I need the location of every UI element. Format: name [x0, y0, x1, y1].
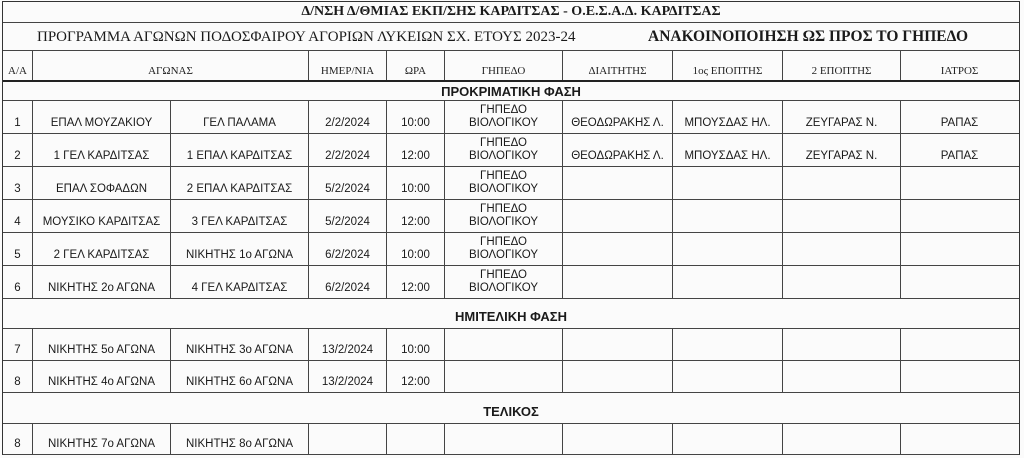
match-number: 3: [3, 167, 33, 199]
match-linesman-2: [783, 167, 901, 199]
header-linesman-1: 1ος ΕΠΟΠΤΗΣ: [673, 51, 783, 80]
title-row: [3, 2, 1019, 23]
match-time: 12:00: [387, 134, 445, 166]
match-linesman-1: [673, 424, 783, 454]
match-stadium: [445, 134, 563, 166]
match-time: 12:00: [387, 266, 445, 298]
stadium-line-1: ΓΗΠΕΔΟ: [480, 137, 527, 149]
match-date: 2/2/2024: [309, 101, 387, 133]
match-number: 4: [3, 200, 33, 232]
match-linesman-2: [783, 266, 901, 298]
match-referee: [563, 200, 673, 232]
header-doctor: ΙΑΤΡΟΣ: [940, 65, 979, 77]
match-number: 7: [3, 329, 33, 360]
stadium-line-2: ΒΙΟΛΟΓΙΚΟΥ: [468, 183, 539, 195]
document-subtitle-note: ΑΝΑΚΟΙΝΟΠΟΙΗΣΗ ΩΣ ΠΡΟΣ ΤΟ ΓΗΠΕΔΟ: [648, 28, 969, 45]
away-team: ΝΙΚΗΤΗΣ 8ο ΑΓΩΝΑ: [171, 424, 309, 454]
match-doctor: ΡΑΠΑΣ: [940, 150, 979, 162]
match-linesman-1: ΜΠΟΥΣΔΑΣ ΗΛ.: [673, 101, 783, 133]
match-doctor: [901, 266, 1018, 298]
table-row: [3, 167, 1019, 200]
match-linesman-1: [673, 200, 783, 232]
match-doctor: [901, 361, 1018, 392]
away-team: 1 ΕΠΑΛ ΚΑΡΔΙΤΣΑΣ: [171, 134, 309, 166]
match-stadium: [445, 167, 563, 199]
match-linesman-1: [673, 233, 783, 265]
match-date: 6/2/2024: [309, 266, 387, 298]
table-row: [3, 361, 1019, 393]
table-row: [3, 200, 1019, 233]
stadium-line-2: ΒΙΟΛΟΓΙΚΟΥ: [468, 249, 539, 261]
away-team: 2 ΕΠΑΛ ΚΑΡΔΙΤΣΑΣ: [171, 167, 309, 199]
match-linesman-2: [783, 424, 901, 454]
away-team: ΝΙΚΗΤΗΣ 1ο ΑΓΩΝΑ: [171, 233, 309, 265]
match-referee: ΘΕΟΔΩΡΑΚΗΣ Λ.: [563, 134, 673, 166]
phase-title: ΠΡΟΚΡΙΜΑΤΙΚΗ ΦΑΣΗ: [441, 84, 581, 99]
match-date: 5/2/2024: [309, 167, 387, 199]
table-row: [3, 233, 1019, 266]
match-doctor: [901, 200, 1018, 232]
match-referee: [563, 167, 673, 199]
stadium-line-1: ΓΗΠΕΔΟ: [480, 269, 527, 281]
match-referee: [563, 233, 673, 265]
match-linesman-1: [673, 361, 783, 392]
match-linesman-2: [783, 200, 901, 232]
home-team: 1 ΓΕΛ ΚΑΡΔΙΤΣΑΣ: [33, 134, 171, 166]
header-match: ΑΓΩΝΑΣ: [33, 51, 309, 80]
home-team: ΜΟΥΣΙΚΟ ΚΑΡΔΙΤΣΑΣ: [33, 200, 171, 232]
match-linesman-2: ΖΕΥΓΑΡΑΣ Ν.: [783, 101, 901, 133]
table-row: [3, 329, 1019, 361]
match-date: 13/2/2024: [309, 329, 387, 360]
table-row: [3, 101, 1019, 134]
match-linesman-2: [783, 233, 901, 265]
match-number: 5: [3, 233, 33, 265]
phase-row: [3, 298, 1019, 329]
table-row: [3, 134, 1019, 167]
phase-title: ΗΜΙΤΕΛΙΚΗ ΦΑΣΗ: [454, 309, 567, 324]
document-title: Δ/ΝΣΗ Δ/ΘΜΙΑΣ ΕΚΠ/ΣΗΣ ΚΑΡΔΙΤΣΑΣ - Ο.Ε.Σ.Α.Δ. ΚΑΡΔΙΤΣΑΣ: [301, 4, 721, 19]
home-team: ΝΙΚΗΤΗΣ 7ο ΑΓΩΝΑ: [33, 424, 171, 454]
match-referee: [563, 424, 673, 454]
match-date: 5/2/2024: [309, 200, 387, 232]
match-time: 10:00: [387, 233, 445, 265]
match-doctor: [901, 233, 1018, 265]
header-stadium: ΓΗΠΕΔΟ: [445, 51, 563, 80]
phase-title: ΤΕΛΙΚΟΣ: [483, 404, 539, 419]
away-team: 3 ΓΕΛ ΚΑΡΔΙΤΣΑΣ: [171, 200, 309, 232]
match-number: 8: [3, 424, 33, 454]
match-linesman-2: [783, 329, 901, 360]
home-team: 2 ΓΕΛ ΚΑΡΔΙΤΣΑΣ: [33, 233, 171, 265]
match-stadium: [445, 200, 563, 232]
home-team: ΝΙΚΗΤΗΣ 5ο ΑΓΩΝΑ: [33, 329, 171, 360]
stadium-line-1: ΓΗΠΕΔΟ: [480, 203, 527, 215]
match-doctor: [901, 329, 1018, 360]
home-team: ΕΠΑΛ ΜΟΥΖΑΚΙΟΥ: [33, 101, 171, 133]
table-header: [3, 51, 1019, 82]
stadium-line-1: ΓΗΠΕΔΟ: [480, 236, 527, 248]
home-team: ΕΠΑΛ ΣΟΦΑΔΩΝ: [33, 167, 171, 199]
match-doctor: [901, 424, 1018, 454]
match-linesman-2: ΖΕΥΓΑΡΑΣ Ν.: [783, 134, 901, 166]
table-row: [3, 266, 1019, 299]
match-time: 12:00: [387, 200, 445, 232]
home-team: ΝΙΚΗΤΗΣ 2ο ΑΓΩΝΑ: [33, 266, 171, 298]
match-time: 10:00: [387, 101, 445, 133]
match-linesman-1: [673, 266, 783, 298]
match-stadium: [445, 233, 563, 265]
phase-row: [3, 82, 1019, 101]
subtitle-row: [3, 23, 1019, 51]
table-row: [3, 424, 1019, 455]
match-time: 12:00: [387, 361, 445, 392]
match-linesman-1: [673, 167, 783, 199]
phase-row: [3, 393, 1019, 424]
header-aa: Α/Α: [3, 51, 33, 80]
stadium-line-1: ΓΗΠΕΔΟ: [480, 104, 527, 116]
away-team: ΝΙΚΗΤΗΣ 6ο ΑΓΩΝΑ: [171, 361, 309, 392]
away-team: 4 ΓΕΛ ΚΑΡΔΙΤΣΑΣ: [171, 266, 309, 298]
match-referee: [563, 266, 673, 298]
match-doctor: ΡΑΠΑΣ: [940, 117, 979, 129]
header-time: ΩΡΑ: [387, 51, 445, 80]
stadium-line-2: ΒΙΟΛΟΓΙΚΟΥ: [468, 216, 539, 228]
match-time: 10:00: [387, 329, 445, 360]
match-date: 13/2/2024: [309, 361, 387, 392]
match-number: 8: [3, 361, 33, 392]
header-linesman-2: 2 ΕΠΟΠΤΗΣ: [783, 51, 901, 80]
header-date: ΗΜΕΡ/ΝΙΑ: [309, 51, 387, 80]
away-team: ΝΙΚΗΤΗΣ 3ο ΑΓΩΝΑ: [171, 329, 309, 360]
match-doctor: [901, 167, 1018, 199]
match-referee: ΘΕΟΔΩΡΑΚΗΣ Λ.: [563, 101, 673, 133]
schedule-sheet: [2, 1, 1020, 455]
stadium-line-2: ΒΙΟΛΟΓΙΚΟΥ: [468, 150, 539, 162]
match-linesman-2: [783, 361, 901, 392]
match-stadium: [445, 329, 563, 360]
header-referee: ΔΙΑΙΤΗΤΗΣ: [563, 51, 673, 80]
match-date: 6/2/2024: [309, 233, 387, 265]
match-date: [309, 424, 387, 454]
match-number: 2: [3, 134, 33, 166]
match-stadium: [445, 101, 563, 133]
match-time: 10:00: [387, 167, 445, 199]
match-stadium: [445, 266, 563, 298]
match-linesman-1: ΜΠΟΥΣΔΑΣ ΗΛ.: [673, 134, 783, 166]
match-number: 6: [3, 266, 33, 298]
home-team: ΝΙΚΗΤΗΣ 4ο ΑΓΩΝΑ: [33, 361, 171, 392]
match-linesman-1: [673, 329, 783, 360]
match-stadium: [445, 361, 563, 392]
away-team: ΓΕΛ ΠΑΛΑΜΑ: [171, 101, 309, 133]
match-number: 1: [3, 101, 33, 133]
stadium-line-1: ΓΗΠΕΔΟ: [480, 170, 527, 182]
stadium-line-2: ΒΙΟΛΟΓΙΚΟΥ: [468, 282, 539, 294]
match-referee: [563, 329, 673, 360]
match-stadium: [445, 424, 563, 454]
stadium-line-2: ΒΙΟΛΟΓΙΚΟΥ: [468, 117, 539, 129]
document-subtitle: ΠΡΟΓΡΑΜΜΑ ΑΓΩΝΩΝ ΠΟΔΟΣΦΑΙΡΟΥ ΑΓΟΡΙΩΝ ΛΥΚΕΙΩΝ ΣΧ. ΕΤΟΥΣ 2023-24: [37, 29, 576, 45]
match-referee: [563, 361, 673, 392]
match-date: 2/2/2024: [309, 134, 387, 166]
match-time: [387, 424, 445, 454]
